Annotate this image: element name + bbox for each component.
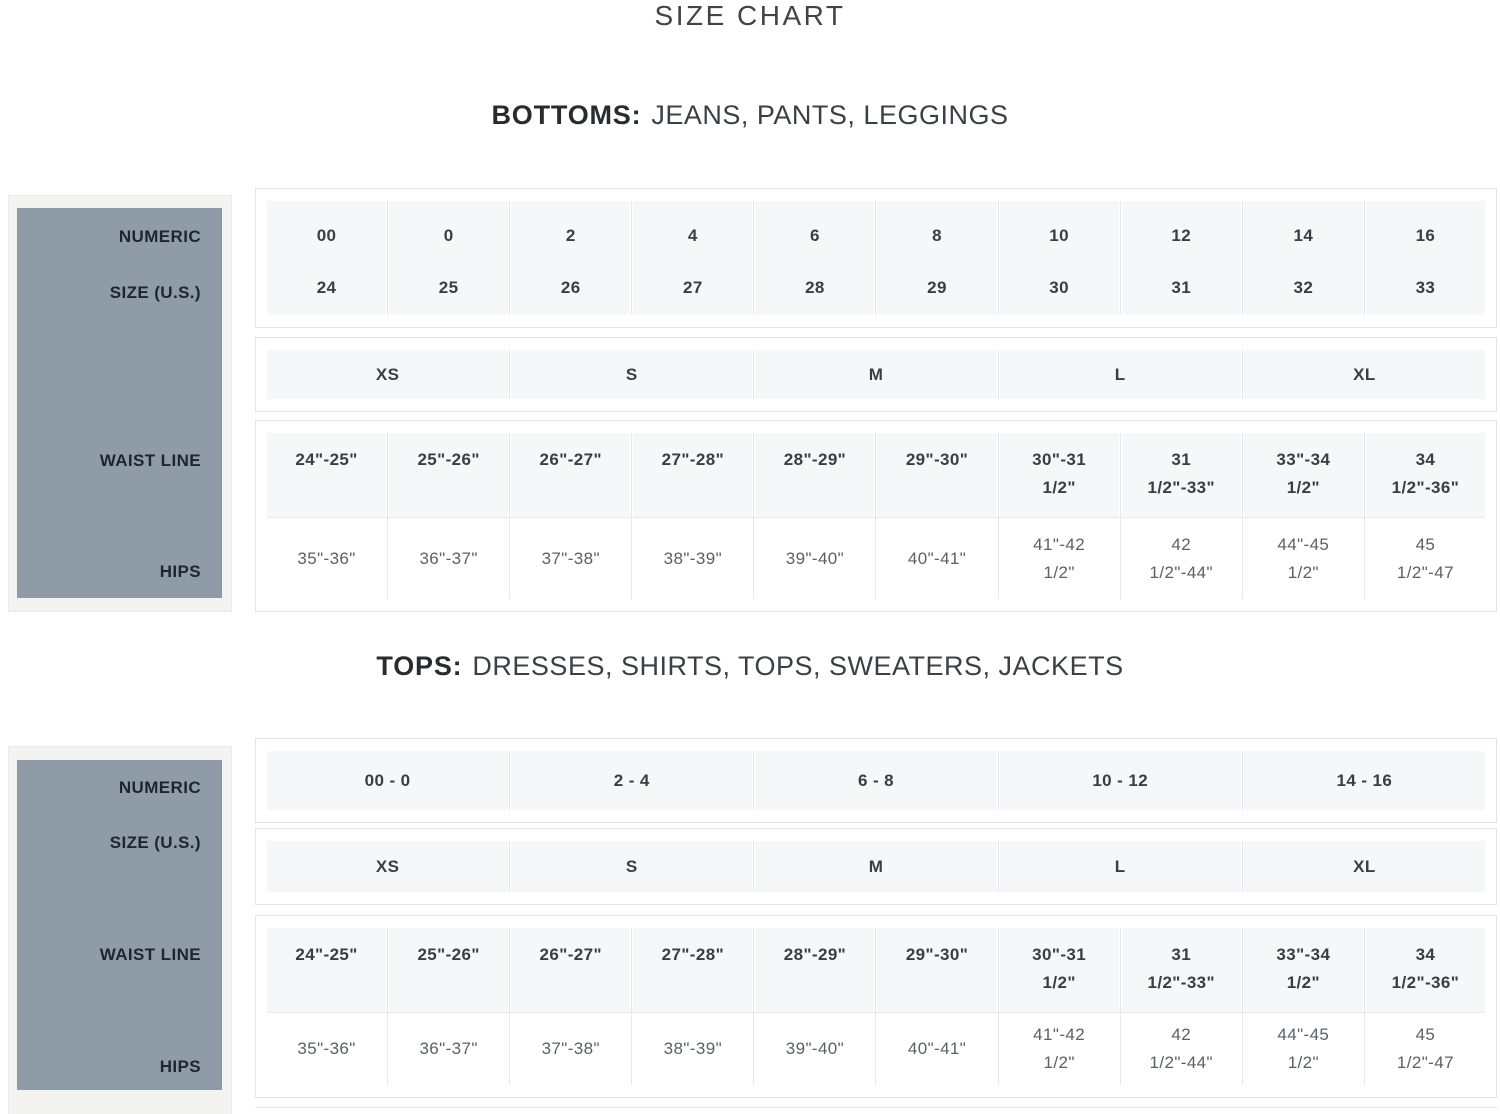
tops-hips-row bbox=[267, 1013, 1485, 1085]
bottoms-sidebar-frame bbox=[8, 195, 232, 612]
tops-numeric-row bbox=[267, 751, 1485, 810]
numeric-size-top: 8 bbox=[932, 226, 942, 245]
numeric-size-top: 14 bbox=[1293, 226, 1314, 245]
bottoms-numeric-row bbox=[267, 201, 1485, 315]
numeric-size-bottom: 33 bbox=[1415, 278, 1436, 297]
waist-cell: 34 1/2"-36" bbox=[1366, 433, 1485, 517]
numeric-size-top: 00 bbox=[316, 226, 337, 245]
alpha-size-cell: L bbox=[1000, 841, 1241, 892]
bottoms-waist-row bbox=[267, 433, 1485, 517]
waist-cell: 27"-28" bbox=[633, 928, 752, 1012]
bottoms-heading-bold: BOTTOMS: bbox=[491, 100, 642, 130]
bottoms-hips-row bbox=[267, 518, 1485, 599]
numeric-range-cell: 2 - 4 bbox=[511, 751, 752, 810]
waist-cell: 30"-31 1/2" bbox=[1000, 433, 1119, 517]
bottoms-numeric-section bbox=[255, 188, 1497, 328]
numeric-size-cell bbox=[1244, 201, 1363, 315]
numeric-size-top: 4 bbox=[687, 226, 698, 245]
next-section-cutoff bbox=[255, 1107, 1497, 1114]
numeric-size-top: 10 bbox=[1049, 226, 1069, 245]
tops-heading-bold: TOPS: bbox=[376, 651, 463, 681]
hips-cell: 45 1/2"-47 bbox=[1366, 1013, 1485, 1085]
numeric-range-cell: 10 - 12 bbox=[1000, 751, 1241, 810]
numeric-size-bottom: 29 bbox=[927, 278, 947, 297]
numeric-size-cell bbox=[1366, 201, 1485, 315]
numeric-size-top: 2 bbox=[565, 226, 576, 245]
waist-cell: 28"-29" bbox=[755, 433, 874, 517]
numeric-size-cell bbox=[1000, 201, 1119, 315]
hips-cell: 35"-36" bbox=[267, 518, 386, 599]
tops-numeric-section bbox=[255, 738, 1497, 823]
hips-cell: 39"-40" bbox=[755, 1013, 874, 1085]
numeric-size-cell bbox=[1122, 201, 1241, 315]
bottoms-alpha-section bbox=[255, 337, 1497, 412]
alpha-size-cell: S bbox=[511, 841, 752, 892]
alpha-size-cell: L bbox=[1000, 350, 1241, 399]
alpha-size-cell: M bbox=[755, 841, 996, 892]
numeric-size-bottom: 32 bbox=[1293, 278, 1314, 297]
numeric-size-top: 6 bbox=[810, 226, 820, 245]
bottoms-row-label-hips: HIPS bbox=[159, 562, 201, 581]
waist-cell: 29"-30" bbox=[877, 928, 996, 1012]
hips-cell: 44"-45 1/2" bbox=[1244, 518, 1363, 599]
numeric-size-bottom: 31 bbox=[1171, 278, 1192, 297]
hips-cell: 37"-38" bbox=[511, 518, 630, 599]
alpha-size-cell: XS bbox=[267, 841, 508, 892]
hips-cell: 44"-45 1/2" bbox=[1244, 1013, 1363, 1085]
hips-cell: 36"-37" bbox=[389, 518, 508, 599]
numeric-size-cell bbox=[389, 201, 508, 315]
waist-cell: 26"-27" bbox=[511, 928, 630, 1012]
bottoms-row-label-waistline: WAIST LINE bbox=[99, 451, 201, 470]
numeric-range-cell: 6 - 8 bbox=[755, 751, 996, 810]
numeric-size-top: 12 bbox=[1171, 226, 1192, 245]
tops-waist-row bbox=[267, 928, 1485, 1012]
numeric-size-bottom: 30 bbox=[1049, 278, 1069, 297]
waist-cell: 31 1/2"-33" bbox=[1122, 928, 1241, 1012]
tops-alpha-row bbox=[267, 841, 1485, 892]
numeric-size-bottom: 25 bbox=[438, 278, 459, 297]
waist-cell: 24"-25" bbox=[267, 928, 386, 1012]
alpha-size-cell: M bbox=[755, 350, 996, 399]
waist-cell: 34 1/2"-36" bbox=[1366, 928, 1485, 1012]
tops-heading bbox=[0, 651, 1500, 682]
numeric-size-bottom: 28 bbox=[805, 278, 825, 297]
hips-cell: 37"-38" bbox=[511, 1013, 630, 1085]
hips-cell: 36"-37" bbox=[389, 1013, 508, 1085]
tops-sidebar-panel bbox=[17, 760, 222, 1090]
hips-cell: 41"-42 1/2" bbox=[1000, 1013, 1119, 1085]
waist-cell: 29"-30" bbox=[877, 433, 996, 517]
tops-row-label-size-us: SIZE (U.S.) bbox=[109, 833, 201, 852]
alpha-size-cell: XL bbox=[1244, 841, 1485, 892]
waist-cell: 33"-34 1/2" bbox=[1244, 928, 1363, 1012]
numeric-size-bottom: 26 bbox=[560, 278, 581, 297]
hips-cell: 42 1/2"-44" bbox=[1122, 1013, 1241, 1085]
numeric-size-top: 0 bbox=[443, 226, 454, 245]
numeric-range-cell: 14 - 16 bbox=[1244, 751, 1485, 810]
hips-cell: 35"-36" bbox=[267, 1013, 386, 1085]
waist-cell: 30"-31 1/2" bbox=[1000, 928, 1119, 1012]
waist-cell: 24"-25" bbox=[267, 433, 386, 517]
waist-cell: 31 1/2"-33" bbox=[1122, 433, 1241, 517]
tops-measurements-section bbox=[255, 915, 1497, 1098]
hips-cell: 40"-41" bbox=[877, 1013, 996, 1085]
bottoms-alpha-row bbox=[267, 350, 1485, 399]
tops-row-label-numeric: NUMERIC bbox=[118, 778, 201, 797]
alpha-size-cell: XS bbox=[267, 350, 508, 399]
waist-cell: 28"-29" bbox=[755, 928, 874, 1012]
alpha-size-cell: S bbox=[511, 350, 752, 399]
hips-cell: 38"-39" bbox=[633, 1013, 752, 1085]
tops-alpha-section bbox=[255, 828, 1497, 905]
waist-cell: 26"-27" bbox=[511, 433, 630, 517]
tops-heading-rest: DRESSES, SHIRTS, TOPS, SWEATERS, JACKETS bbox=[472, 651, 1124, 681]
bottoms-heading bbox=[0, 100, 1500, 131]
bottoms-row-label-size-us: SIZE (U.S.) bbox=[109, 283, 201, 302]
waist-cell: 33"-34 1/2" bbox=[1244, 433, 1363, 517]
bottoms-sidebar-panel bbox=[17, 208, 222, 598]
numeric-size-bottom: 27 bbox=[682, 278, 703, 297]
bottoms-row-label-numeric: NUMERIC bbox=[118, 227, 201, 246]
hips-cell: 40"-41" bbox=[877, 518, 996, 599]
numeric-size-cell bbox=[755, 201, 874, 315]
numeric-size-bottom: 24 bbox=[316, 278, 337, 297]
page-title: SIZE CHART bbox=[654, 0, 846, 31]
waist-cell: 25"-26" bbox=[389, 928, 508, 1012]
bottoms-measurements-section bbox=[255, 420, 1497, 612]
waist-cell: 25"-26" bbox=[389, 433, 508, 517]
hips-cell: 39"-40" bbox=[755, 518, 874, 599]
waist-cell: 27"-28" bbox=[633, 433, 752, 517]
numeric-size-cell bbox=[511, 201, 630, 315]
numeric-size-cell bbox=[877, 201, 996, 315]
numeric-size-top: 16 bbox=[1415, 226, 1436, 245]
alpha-size-cell: XL bbox=[1244, 350, 1485, 399]
hips-cell: 38"-39" bbox=[633, 518, 752, 599]
hips-cell: 45 1/2"-47 bbox=[1366, 518, 1485, 599]
bottoms-heading-rest: JEANS, PANTS, LEGGINGS bbox=[651, 100, 1009, 130]
hips-cell: 42 1/2"-44" bbox=[1122, 518, 1241, 599]
hips-cell: 41"-42 1/2" bbox=[1000, 518, 1119, 599]
tops-sidebar-frame bbox=[8, 746, 232, 1114]
tops-row-label-waistline: WAIST LINE bbox=[99, 945, 201, 964]
numeric-size-cell bbox=[267, 201, 386, 315]
numeric-range-cell: 00 - 0 bbox=[267, 751, 508, 810]
numeric-size-cell bbox=[633, 201, 752, 315]
tops-row-label-hips: HIPS bbox=[159, 1057, 201, 1076]
